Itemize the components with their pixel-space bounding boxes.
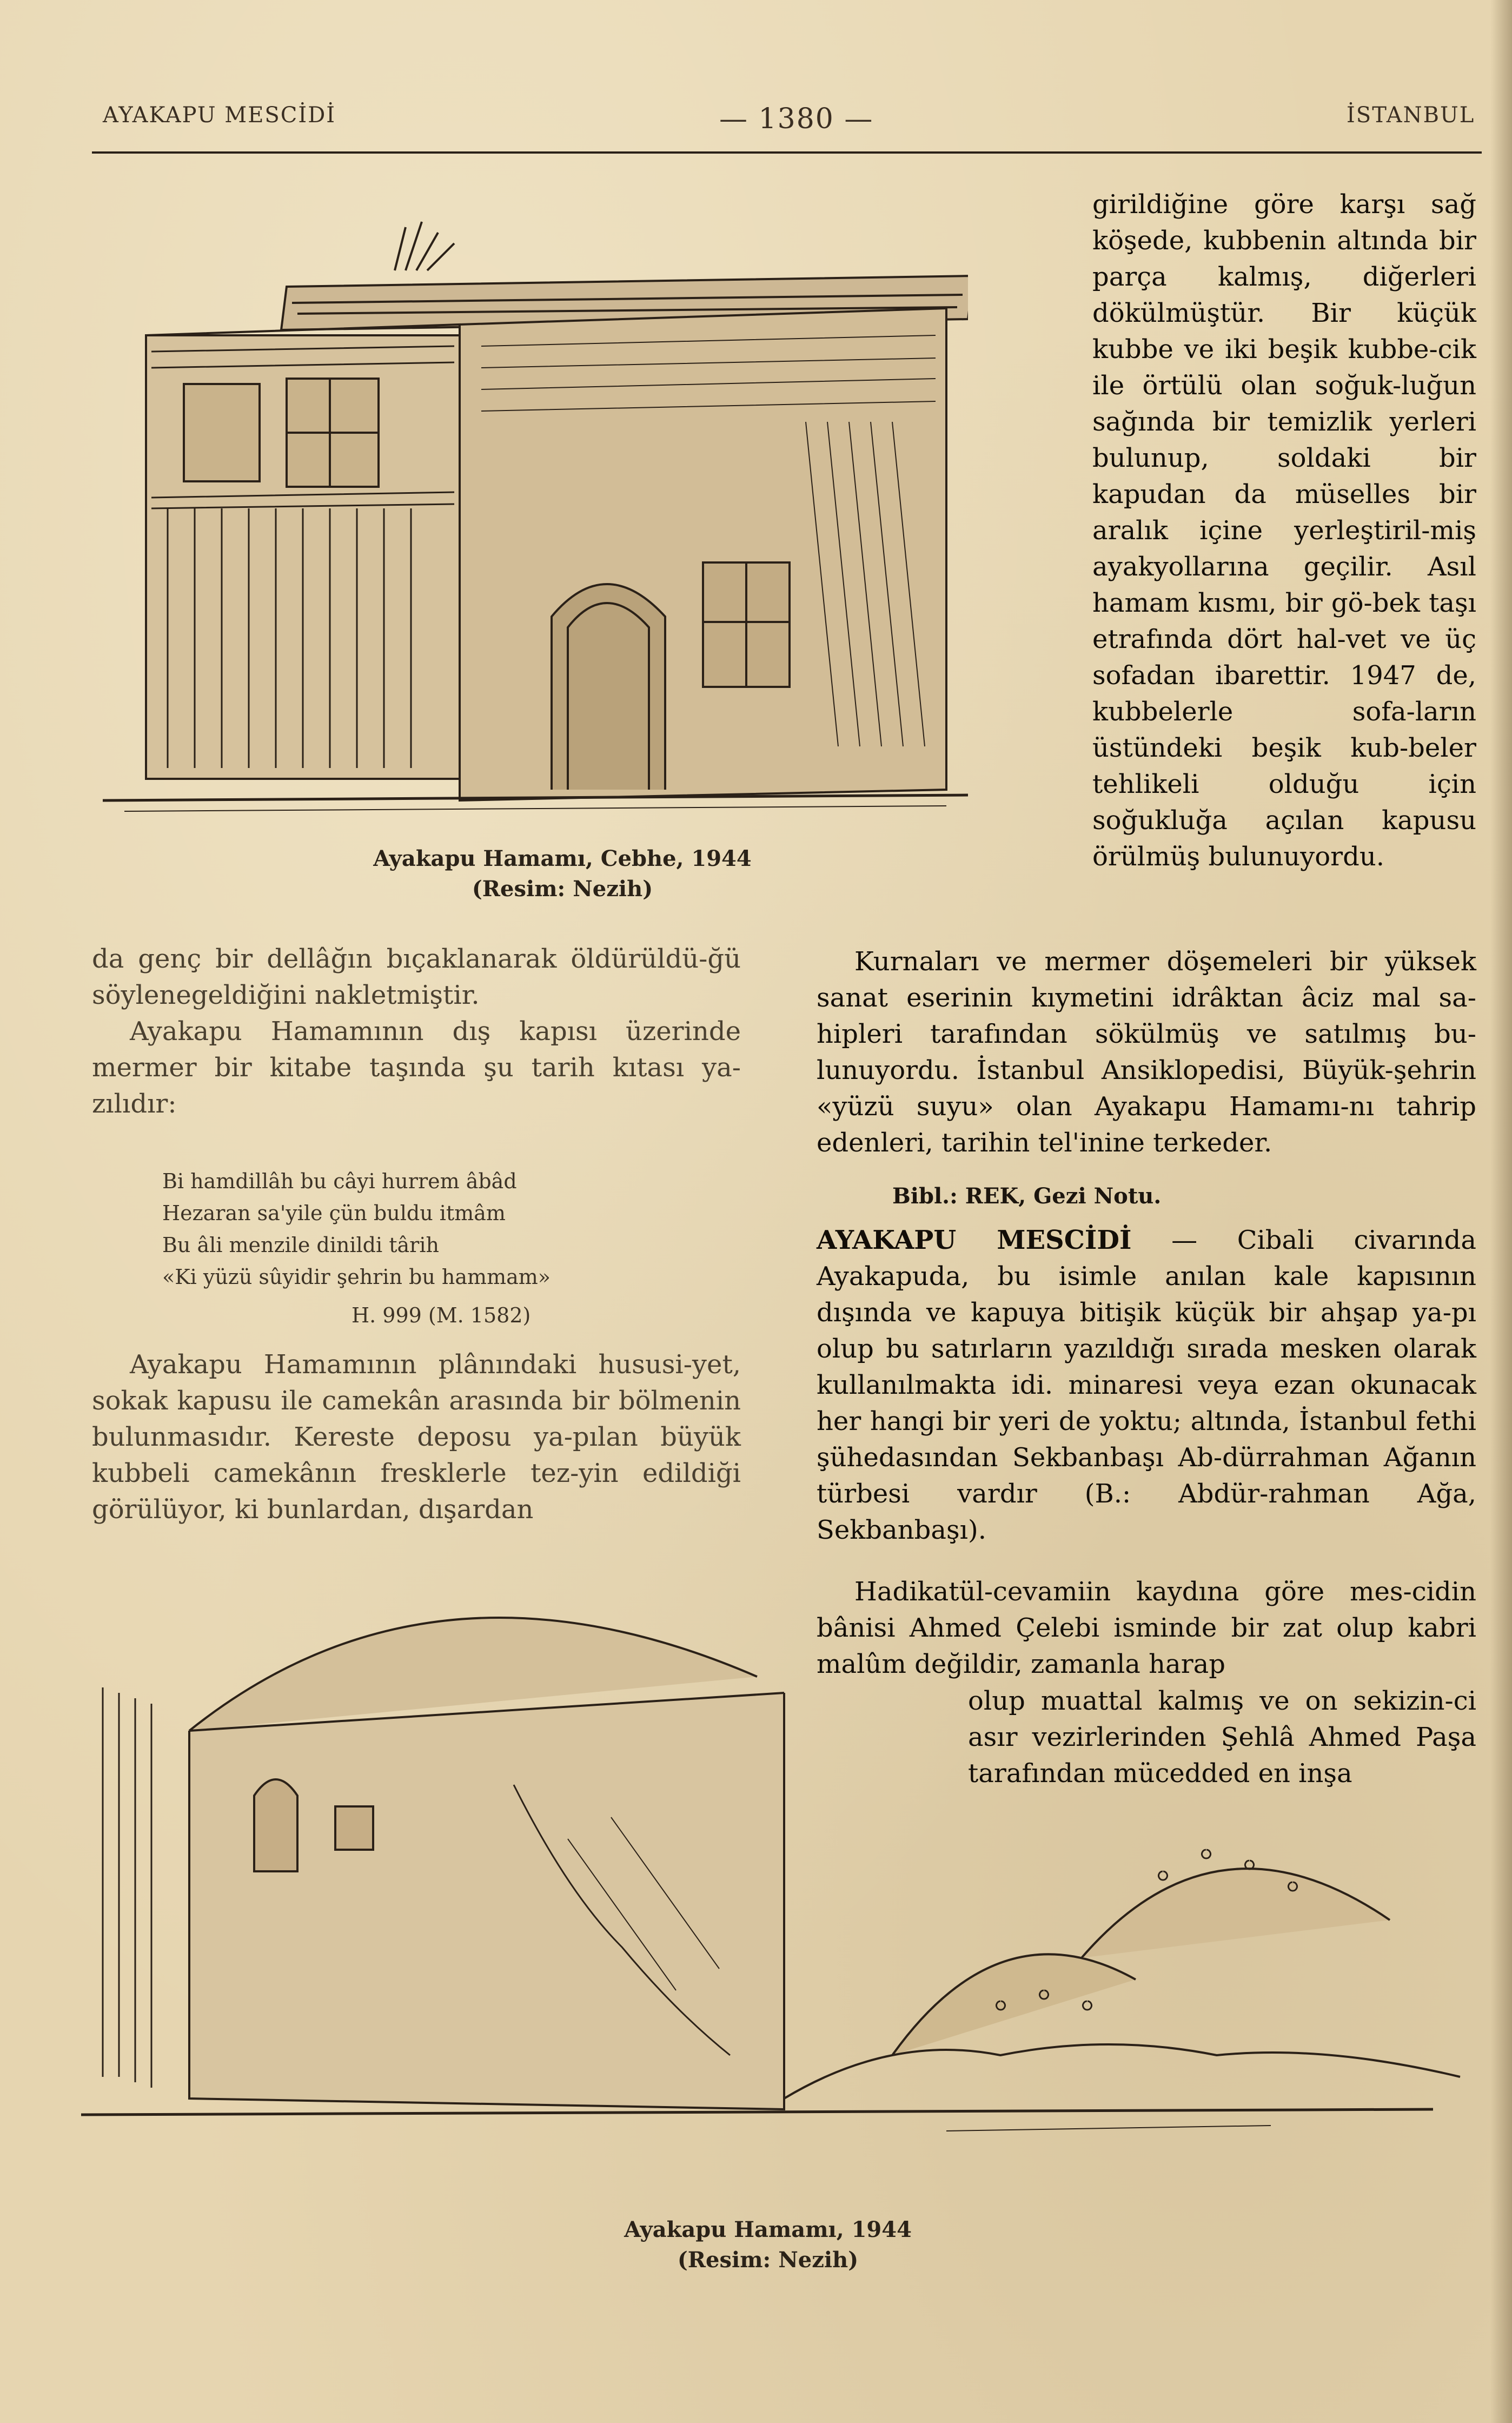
left-paragraph-1: da genç bir dellâğın bıçaklanarak öldürüldü-ğü söylenegeldiğini nakletmiştir. (92, 944, 741, 1010)
right-paragraph-2: Kurnaları ve mermer döşemeleri bir yüksek sanat eserinin kıymetini idrâktan âciz mal sa-hipleri tarafından sökülmüş ve satılmış bu-lunuyordu. İstanbul Ansiklopedisi, Büyük-şehrin «yüzü suyu» olan Ayakapu Hamamı-nı tahrip edenleri, tarihin tel'inine terkeder. (817, 946, 1476, 1158)
figure-caption-top-title: Ayakapu Hamamı, Cebhe, 1944 (373, 846, 752, 871)
figure-caption-bottom-credit: (Resim: Nezih) (677, 2247, 859, 2273)
entry-title: AYAKAPU MESCİDİ (817, 1225, 1132, 1255)
page-number: — 1380 — (719, 103, 874, 135)
running-header-left: AYAKAPU MESCİDİ (103, 103, 336, 128)
header-rule (92, 151, 1482, 154)
bibliography: Bibl.: REK, Gezi Notu. (892, 1183, 1162, 1209)
page-edge-shadow (1490, 0, 1512, 2423)
entry-text: — Cibali civarında Ayakapuda, bu isimle anılan kale kapısının dışında ve kapuya bitişik küçük bir ahşap ya-pı olup bu satırların yazıldığı sırada mesken olarak kullanılmakta idi. minaresi veya ezan okunacak her hangi bir yeri de yoktu; altında, İstanbul fethi şühedasından Sekbanbaşı Ab-dürrahman Ağanın türbesi vardır (B.: Abdür-rahman Ağa, Sekbanbaşı). (817, 1225, 1477, 1545)
inscription-date: H. 999 (M. 1582) (352, 1303, 531, 1327)
inscription-poem (162, 1166, 551, 1293)
left-paragraph-3: Ayakapu Hamamının plânındaki hususi-yet, sokak kapusu ile camekân arasında bir bölmenin bulunmasıdır. Kereste deposu ya-pılan büyük kubbeli camekânın fresklerle tez-yin edildiği görülüyor, ki bunlardan, dışardan (92, 1349, 741, 1525)
figure-caption-top (346, 844, 779, 904)
right-paragraph-4b: olup muattal kalmış ve on sekizin-ci asır vezirlerinden Şehlâ Ahmed Paşa tarafından mücedded en inşa (968, 1686, 1476, 1789)
figure-caption-bottom-title: Ayakapu Hamamı, 1944 (624, 2217, 912, 2242)
bathhouse-domes-drawing-icon (81, 1568, 1487, 2207)
right-paragraph-1: girildiğine göre karşı sağ köşede, kubbenin altında bir parça kalmış, diğerleri dökülmüştür. Bir küçük kubbe ve iki beşik kubbe-cik ile örtülü olan soğuk-luğun sağında bir temizlik yerleri bulunup, soldaki bir kapudan da müselles bir aralık içine yerleştiril-miş ayakyollarına geçilir. Asıl hamam kısmı, bir gö-bek taşı etrafında dört hal-vet ve üç sofadan ibarettir. 1947 de, kubbelerle sofa-ların üstündeki beşik kub-beler tehlikeli olduğu için soğukluğa açılan kapusu örülmüş bulunuyordu. (1092, 189, 1476, 872)
poem-line: «Ki yüzü sûyidir şehrin bu hammam» (162, 1265, 551, 1289)
poem-line: Bi hamdillâh bu câyi hurrem âbâd (162, 1169, 517, 1193)
left-paragraph-2: Ayakapu Hamamının dış kapısı üzerinde mermer bir kitabe taşında şu tarih kıtası ya-zılıdır: (92, 1016, 741, 1119)
right-paragraph-4a: Hadikatül-cevamiin kaydına göre mes-cidin bânisi Ahmed Çelebi isminde bir zat olup kabri malûm değildir, zamanla harap (817, 1577, 1476, 1679)
figure-caption-top-credit: (Resim: Nezih) (472, 876, 653, 902)
poem-line: Hezaran sa'yile çün buldu itmâm (162, 1201, 506, 1225)
entry-paragraph (817, 1222, 1476, 1548)
running-header-right: İSTANBUL (1347, 103, 1475, 128)
figure-caption-bottom (552, 2215, 984, 2275)
bathhouse-facade-drawing-icon (103, 206, 968, 833)
poem-line: Bu âli menzile dinildi târih (162, 1233, 439, 1257)
